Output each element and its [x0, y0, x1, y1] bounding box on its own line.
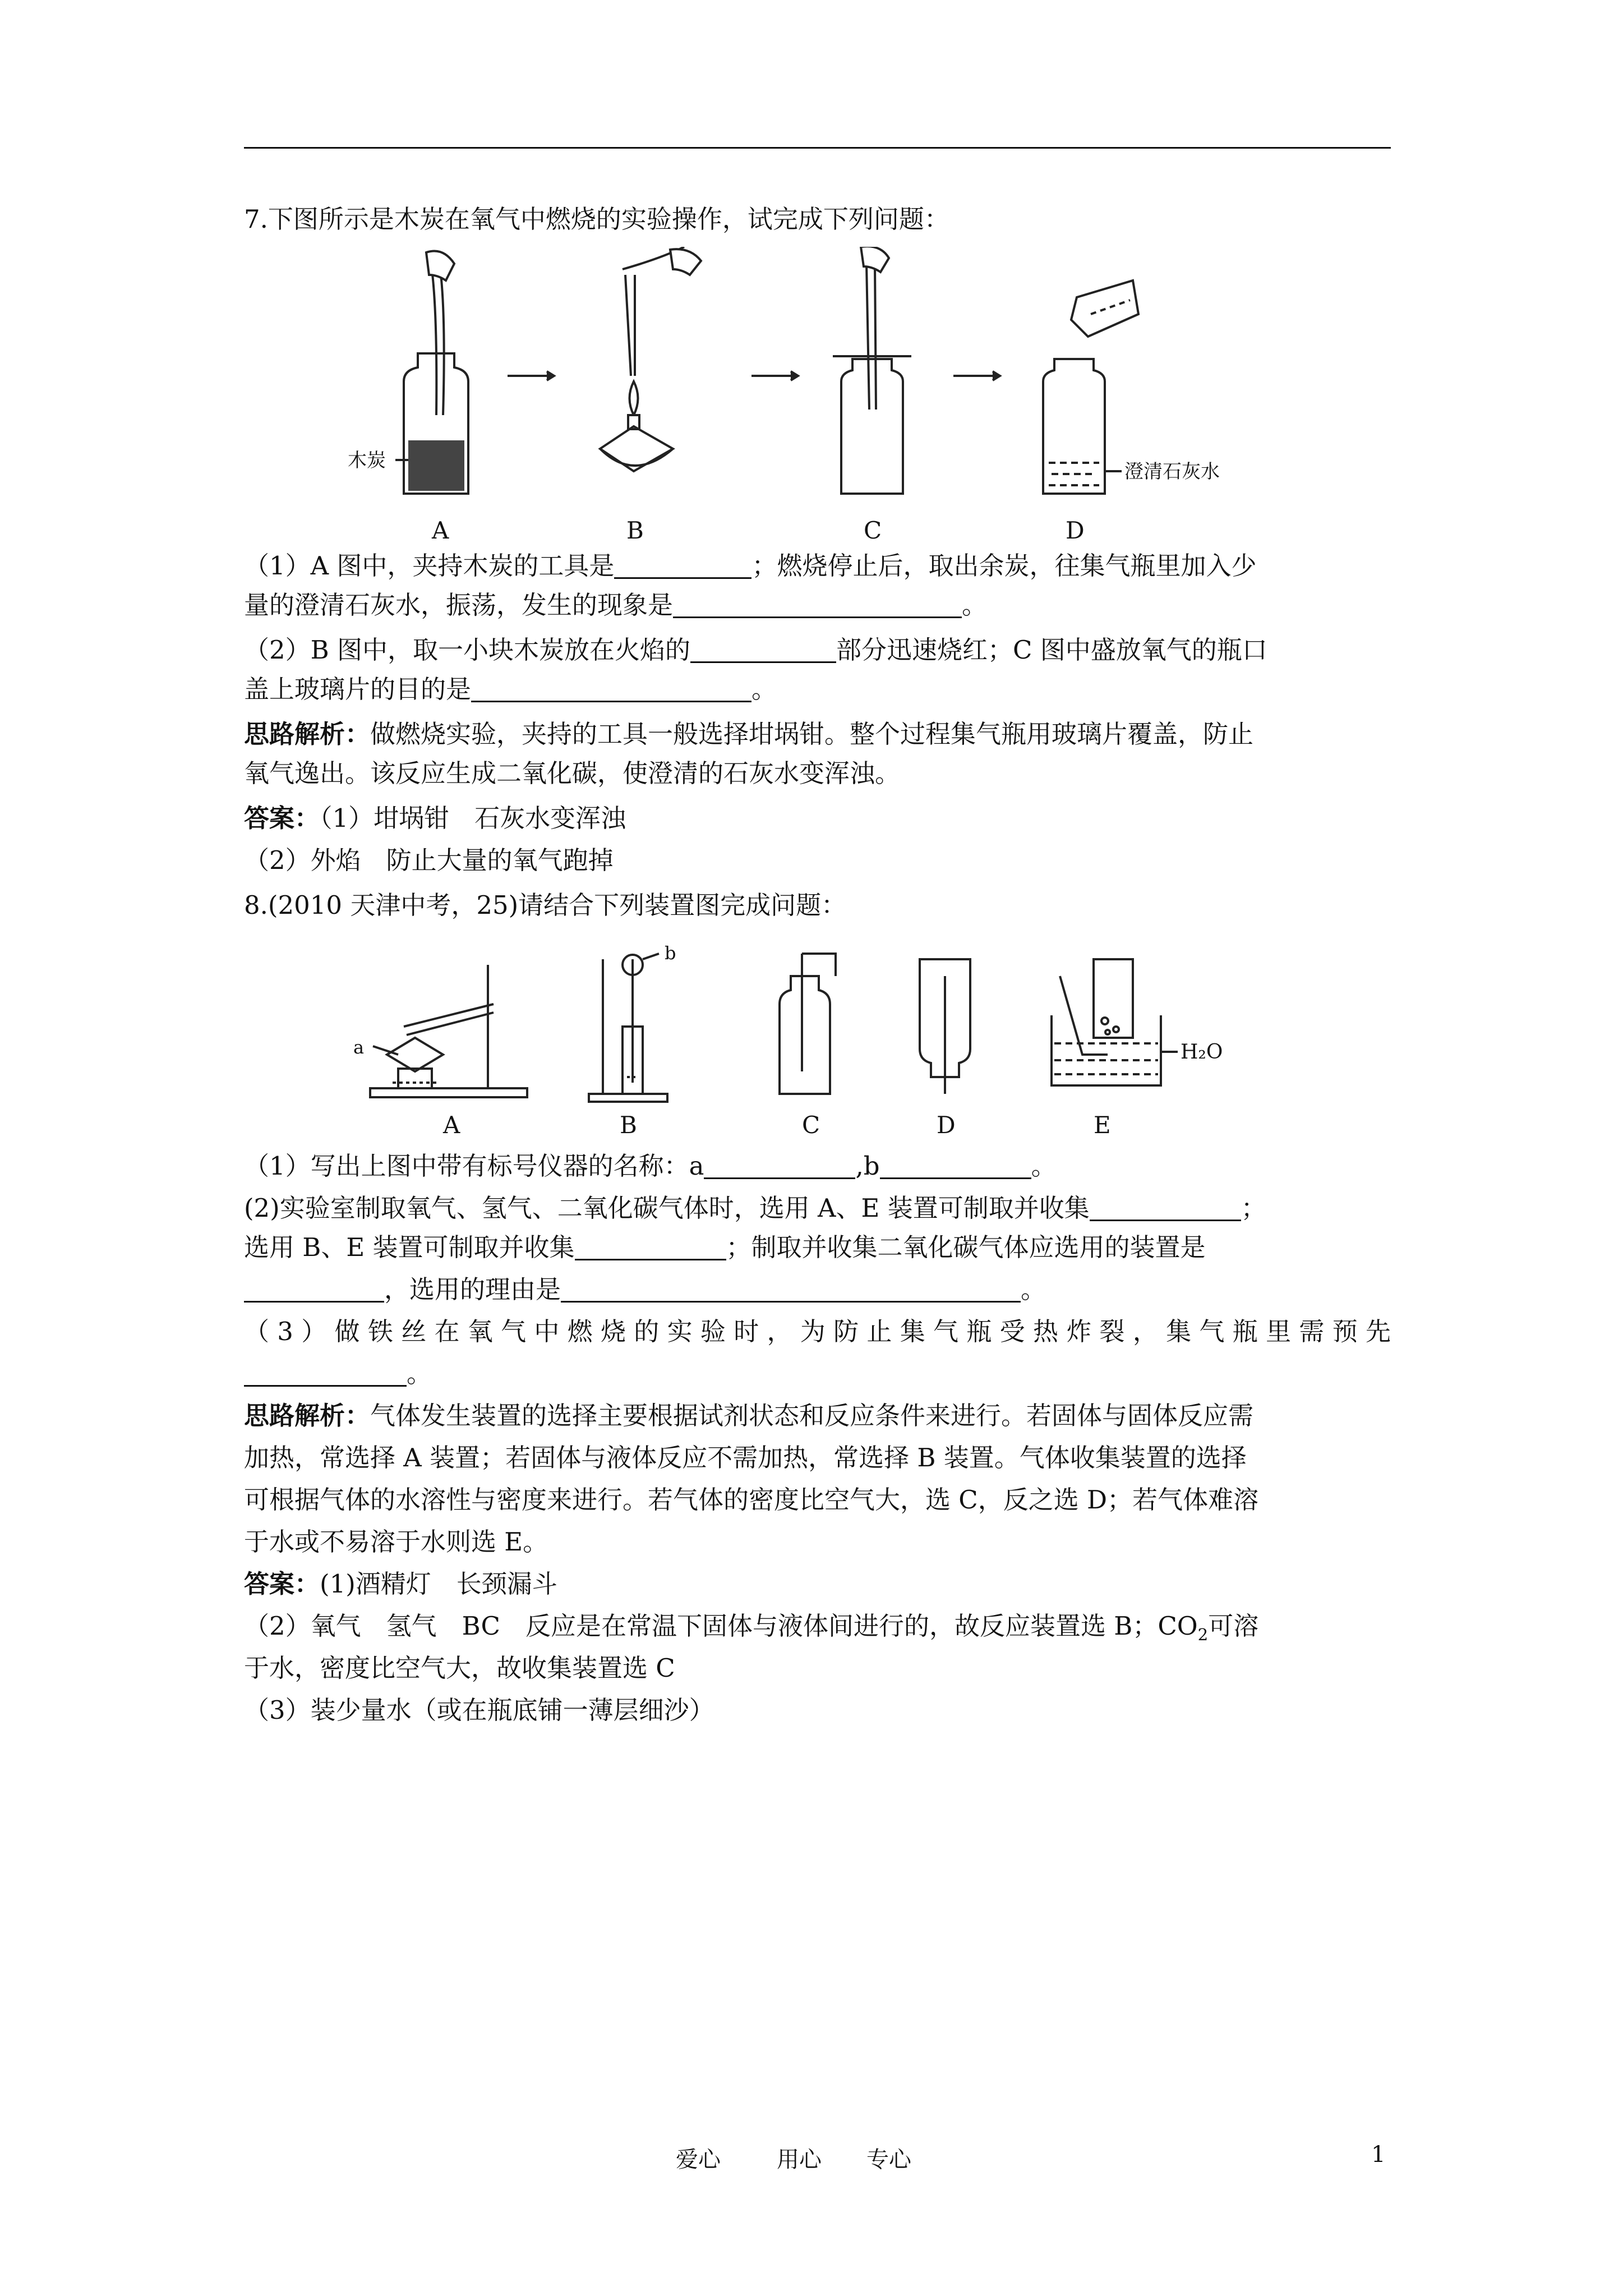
- q8-analysis-line4: 于水或不易溶于水则选 E。: [244, 1527, 548, 1557]
- q8-blank-d[interactable]: [575, 1234, 726, 1260]
- q8-blank-f[interactable]: [561, 1276, 1021, 1303]
- q8-water-label: H₂O: [1181, 1041, 1223, 1064]
- q8-answer-line3: 于水，密度比空气大，故收集装置选 C: [244, 1653, 675, 1683]
- q7-label-b: B: [626, 517, 644, 544]
- q8-mark-a: a: [353, 1037, 365, 1058]
- q7-fig-b-lamp: [600, 247, 701, 471]
- q8-blank-e[interactable]: [244, 1276, 384, 1303]
- q8-fig-e: [1052, 959, 1178, 1085]
- q8-label-b: B: [620, 1111, 637, 1139]
- q7-blank-3[interactable]: [690, 637, 836, 663]
- page-number: 1: [1371, 2142, 1386, 2168]
- q8-p1: （1）写出上图中带有标号仪器的名称：a ,b 。: [244, 1151, 1057, 1181]
- q8-label-a: A: [443, 1111, 460, 1139]
- q7-charcoal-label: 木炭: [348, 449, 386, 472]
- q8-analysis-line3: 可根据气体的水溶性与密度来进行。若气体的密度比空气大，选 C，反之选 D；若气体难溶: [244, 1485, 1259, 1515]
- q8-answer-line2: （2）氧气 氢气 BC 反应是在常温下固体与液体间进行的，故反应装置选 B；$CO_2$可溶: [244, 1611, 1259, 1644]
- header-rule: [244, 147, 1391, 149]
- footer-motto-1: 爱心: [676, 2147, 721, 2173]
- q7-arrow-2: [751, 371, 798, 380]
- q8-analysis-line1: 思路解析：气体发生装置的选择主要根据试剂状态和反应条件来进行。若固体与固体反应需: [244, 1401, 1254, 1430]
- q8-p2-line1: (2)实验室制取氧气、氢气、二氧化碳气体时，选用 A、E 装置可制取并收集 ；: [244, 1193, 1266, 1223]
- q7-p1-line2: 量的澄清石灰水，振荡，发生的现象是 。: [244, 590, 988, 620]
- q7-blank-1[interactable]: [614, 553, 751, 579]
- q7-figure: [348, 247, 1312, 544]
- q8-blank-c[interactable]: [1090, 1195, 1241, 1221]
- q8-p3-line2: 。: [244, 1358, 1391, 1391]
- q8-fig-a: [370, 965, 527, 1097]
- q8-answer-line1: 答案：(1)酒精灯 长颈漏斗: [244, 1569, 557, 1599]
- q7-blank-4[interactable]: [471, 676, 751, 702]
- q7-analysis-line2: 氧气逸出。该反应生成二氧化碳，使澄清的石灰水变浑浊。: [244, 758, 901, 788]
- q7-p1-line1: （1）A 图中，夹持木炭的工具是 ；燃烧停止后，取出余炭，往集气瓶里加入少: [244, 551, 1257, 581]
- q8-p2-line2: 选用 B、E 装置可制取并收集 ；制取并收集二氧化碳气体应选用的装置是: [244, 1232, 1206, 1262]
- q8-fig-b: [589, 954, 667, 1102]
- q7-fig-a-jar: [395, 251, 468, 494]
- q7-answer-line2: （2）外焰 防止大量的氧气跑掉: [244, 845, 614, 875]
- q7-analysis-line1: 思路解析：做燃烧实验，夹持的工具一般选择坩埚钳。整个过程集气瓶用玻璃片覆盖，防止: [244, 719, 1254, 749]
- q7-label-a: A: [432, 517, 449, 544]
- q7-arrow-1: [508, 371, 554, 380]
- q7-arrow-3: [953, 371, 1000, 380]
- q7-p2-line1: （2）B 图中，取一小块木炭放在火焰的 部分迅速烧红；C 图中盛放氧气的瓶口: [244, 635, 1267, 665]
- q8-fig-d: [920, 959, 970, 1094]
- q8-label-e: E: [1094, 1111, 1111, 1139]
- q7-stem: 7.下图所示是木炭在氧气中燃烧的实验操作，试完成下列问题：: [244, 204, 949, 234]
- q8-blank-a[interactable]: [704, 1153, 855, 1179]
- q8-label-d: D: [937, 1111, 956, 1139]
- q7-limewater-label: 澄清石灰水: [1124, 461, 1220, 483]
- q8-answer-line4: （3）装少量水（或在瓶底铺一薄层细沙）: [244, 1695, 714, 1725]
- q7-label-c: C: [864, 517, 882, 544]
- footer-motto-3: 专心: [866, 2147, 911, 2173]
- q7-fig-c-jar: [833, 247, 911, 494]
- q7-label-d: D: [1066, 517, 1085, 544]
- footer-motto-2: 用心: [777, 2147, 822, 2173]
- q8-stem: 8.(2010 天津中考，25)请结合下列装置图完成问题：: [244, 890, 847, 920]
- q8-analysis-line2: 加热，常选择 A 装置；若固体与液体反应不需加热，常选择 B 装置。气体收集装置的选择: [244, 1443, 1247, 1473]
- q8-p3-line1: （3）做铁丝在氧气中燃烧的实验时，为防止集气瓶受热炸裂，集气瓶里需预先: [244, 1317, 1391, 1346]
- q7-p2-line2: 盖上玻璃片的目的是 。: [244, 674, 777, 704]
- q8-p2-line3: ，选用的理由是 。: [244, 1273, 1391, 1306]
- q8-mark-b: b: [665, 942, 676, 964]
- q7-answer-line1: 答案：（1）坩埚钳 石灰水变浑浊: [244, 803, 626, 833]
- q8-blank-b[interactable]: [880, 1153, 1031, 1179]
- q8-blank-g[interactable]: [244, 1360, 407, 1387]
- q8-fig-c: [780, 954, 836, 1094]
- q8-figure: [353, 942, 1307, 1139]
- q8-label-c: C: [802, 1111, 820, 1139]
- q7-blank-2[interactable]: [673, 592, 962, 618]
